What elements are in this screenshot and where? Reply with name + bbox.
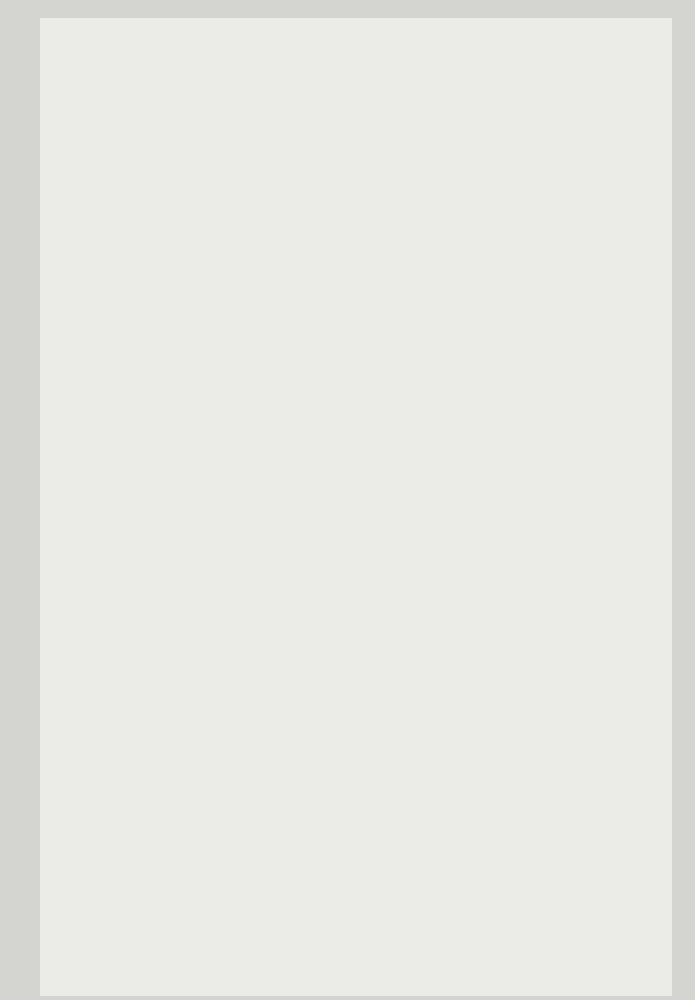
index-table [62, 33, 671, 959]
